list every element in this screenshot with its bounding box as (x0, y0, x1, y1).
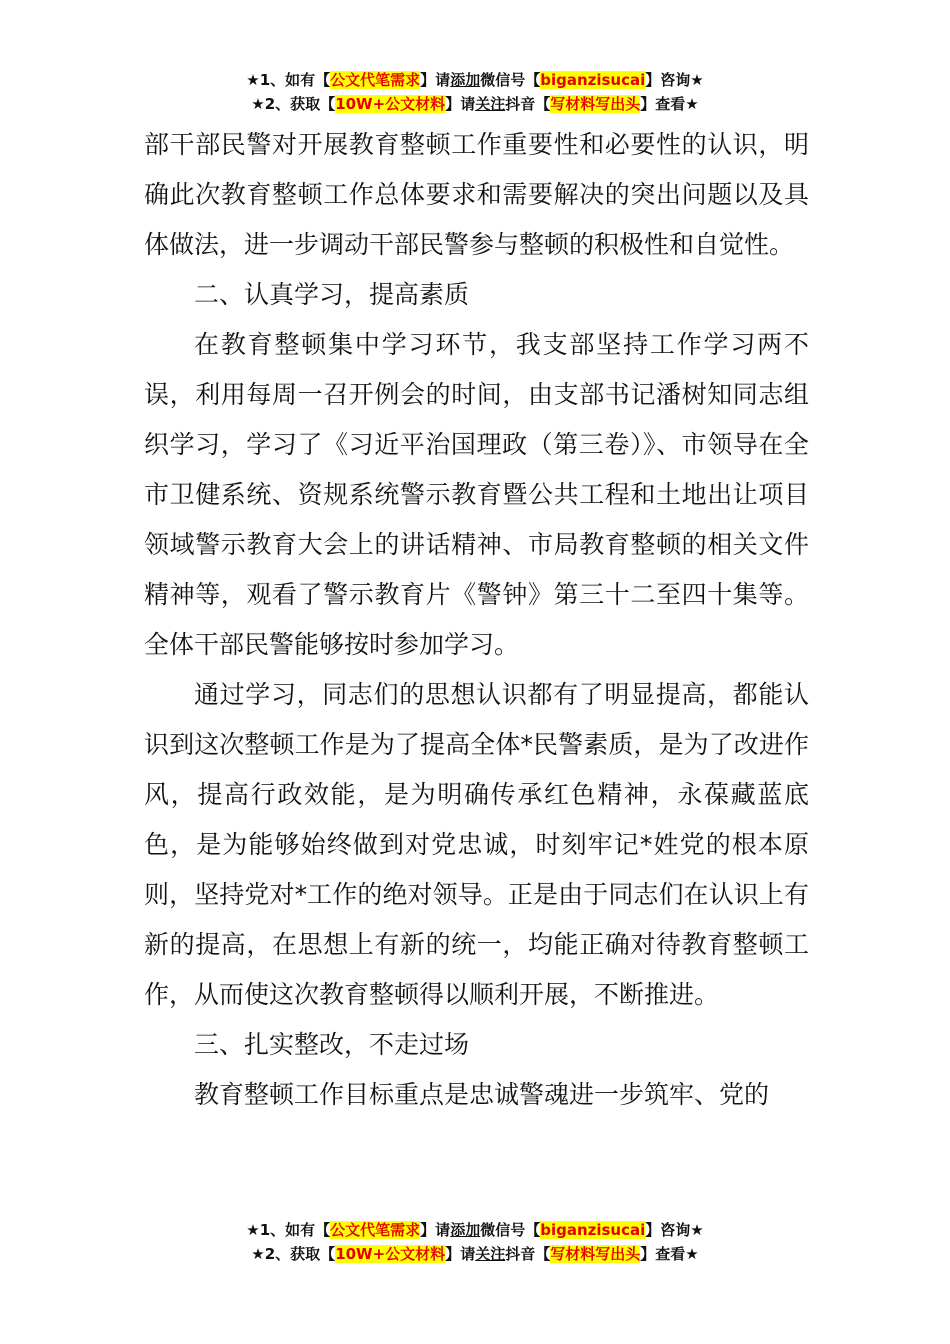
promo-douyin-id: 写材料写出头 (550, 1245, 641, 1263)
promo-text: ★2、获取【 (251, 95, 336, 113)
promo-line-2 (0, 92, 950, 116)
paragraph-continuation: 部干部民警对开展教育整顿工作重要性和必要性的认识，明确此次教育整顿工作总体要求和需要解决的突出问题以及具体做法，进一步调动干部民警参与整顿的积极性和自觉性。 (144, 130, 809, 259)
promo-text: 】咨询★ (645, 1221, 704, 1239)
promo-highlight: 公文代笔需求 (330, 71, 421, 89)
section-heading-3: 三、扎实整改，不走过场 (194, 1030, 470, 1059)
promo-text: 】查看★ (640, 1245, 699, 1263)
promo-wechat-id: biganzisucai (540, 1221, 646, 1239)
promo-wechat-id: biganzisucai (540, 71, 646, 89)
paragraph-study: 在教育整顿集中学习环节，我支部坚持工作学习两不误，利用每周一召开例会的时间，由支部书记潘树知同志组织学习，学习了《习近平治国理政（第三卷）》、市领导在全市卫健系统、资规系统警示教育暨公共工程和土地出让项目领域警示教育大会上的讲话精神、市局教育整顿的相关文件精神等，观看了警示教育片《警钟》第三十二至四十集等。全体干部民警能够按时参加学习。 (144, 330, 809, 659)
promo-text: 微信号【 (480, 1221, 541, 1239)
promo-douyin-id: 写材料写出头 (550, 95, 641, 113)
promo-line-1 (0, 1218, 950, 1242)
section-heading-2: 二、认真学习，提高素质 (194, 280, 470, 309)
document-body (144, 120, 809, 1120)
promo-highlight: 10W+公文材料 (335, 95, 446, 113)
promo-text: ★1、如有【 (246, 71, 331, 89)
promo-text: 】查看★ (640, 95, 699, 113)
paragraph-result: 通过学习，同志们的思想认识都有了明显提高，都能认识到这次整顿工作是为了提高全体*民警素质，是为了改进作风，提高行政效能，是为明确传承红色精神，永葆藏蓝底色，是为能够始终做到对党忠诚，时刻牢记*姓党的根本原则，坚持党对*工作的绝对领导。正是由于同志们在认识上有新的提高，在思想上有新的统一，均能正确对待教育整顿工作，从而使这次教育整顿得以顺利开展，不断推进。 (144, 680, 809, 1009)
promo-banner-bottom (0, 1218, 950, 1266)
promo-line-2 (0, 1242, 950, 1266)
promo-text: 微信号【 (480, 71, 541, 89)
promo-text: ★2、获取【 (251, 1245, 336, 1263)
promo-text: 】请 (420, 71, 451, 89)
promo-text: 抖音【 (505, 95, 551, 113)
promo-underline: 添加 (450, 1221, 481, 1239)
promo-text: 】咨询★ (645, 71, 704, 89)
promo-highlight: 10W+公文材料 (335, 1245, 446, 1263)
promo-underline: 关注 (475, 1245, 506, 1263)
promo-text: 抖音【 (505, 1245, 551, 1263)
promo-text: 】请 (445, 95, 476, 113)
promo-underline: 关注 (475, 95, 506, 113)
promo-text: 】请 (420, 1221, 451, 1239)
promo-highlight: 公文代笔需求 (330, 1221, 421, 1239)
promo-line-1 (0, 68, 950, 92)
promo-text: ★1、如有【 (246, 1221, 331, 1239)
promo-text: 】请 (445, 1245, 476, 1263)
promo-underline: 添加 (450, 71, 481, 89)
promo-banner-top (0, 68, 950, 116)
paragraph-rectify: 教育整顿工作目标重点是忠诚警魂进一步筑牢、党的 (194, 1080, 770, 1109)
